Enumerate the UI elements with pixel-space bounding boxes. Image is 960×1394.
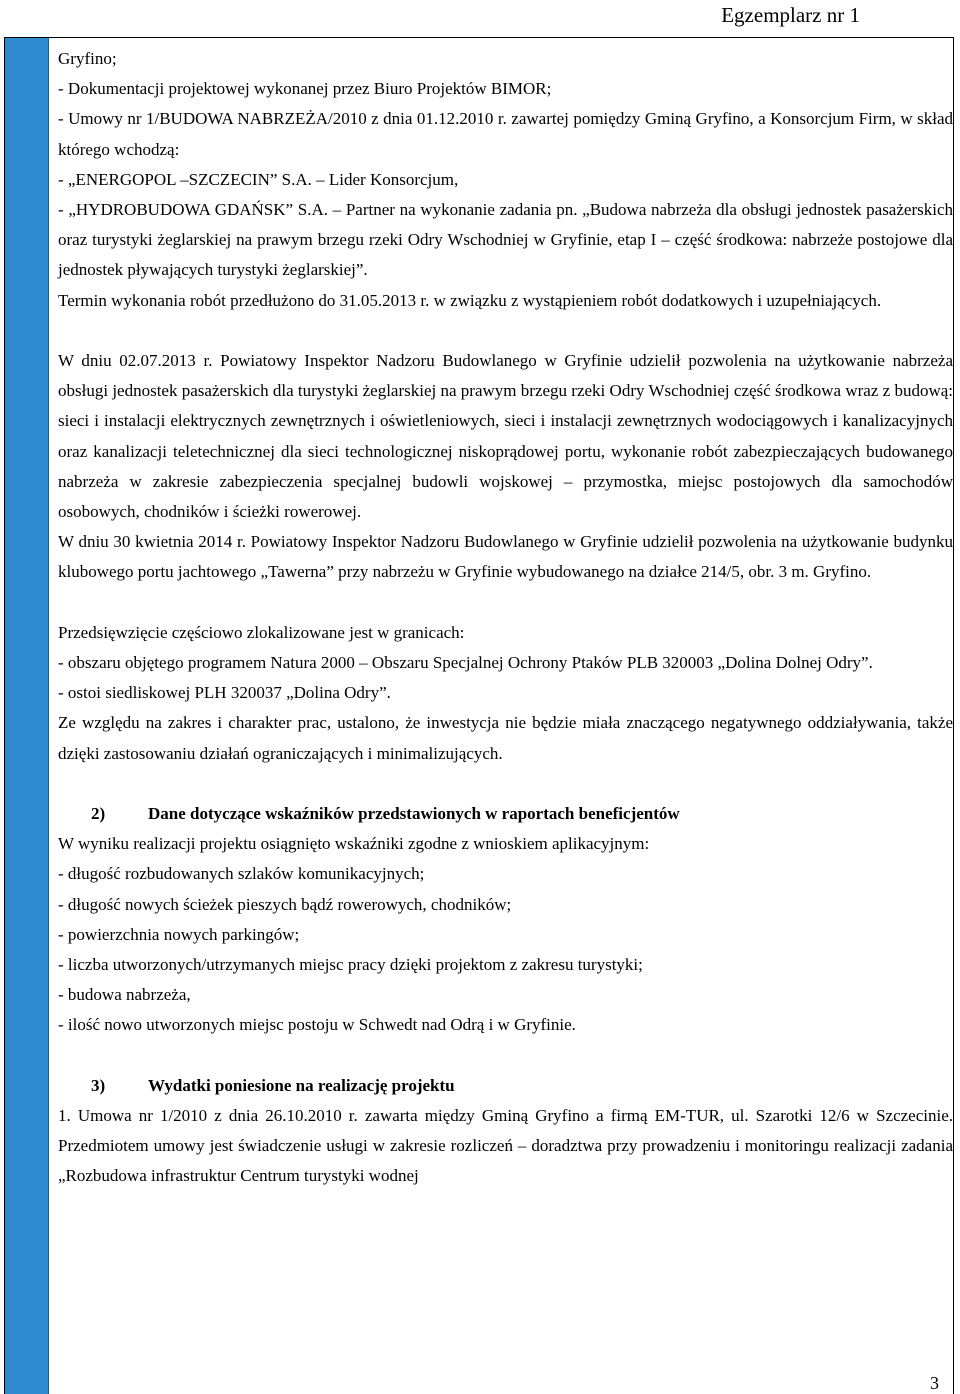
copy-number-header: Egzemplarz nr 1	[721, 3, 860, 27]
paragraph: Ze względu na zakres i charakter prac, ustalono, że inwestycja nie będzie miała znaczącego negatywnego oddziaływania, także dzięki zastosowaniu działań ograniczających i minimalizujących.	[58, 713, 953, 763]
paragraph: W wyniku realizacji projektu osiągnięto wskaźniki zgodne z wnioskiem aplikacyjnym:	[58, 834, 650, 854]
paragraph: - Umowy nr 1/BUDOWA NABRZEŻA/2010 z dnia 01.12.2010 r. zawartej pomiędzy Gminą Gryfino, a Konsorcjum Firm, w skład którego wchodzą:	[58, 109, 953, 159]
section-title: Dane dotyczące wskaźników przedstawionych w raportach beneficjentów	[148, 804, 680, 824]
section-number: 2)	[91, 804, 106, 824]
paragraph: 1. Umowa nr 1/2010 z dnia 26.10.2010 r. zawarta między Gminą Gryfino a firmą EM-TUR, ul. Szarotki 12/6 w Szczecinie. Przedmiotem umowy jest świadczenie usługi w zakresie rozliczeń – doradztwa przy prowadzeniu i monitoringu realizacji zadania „Rozbudowa infrastruktur Centrum turystyki wodnej	[58, 1106, 953, 1186]
document-body	[58, 44, 953, 1192]
paragraph: W dniu 30 kwietnia 2014 r. Powiatowy Inspektor Nadzoru Budowlanego w Gryfinie udzielił pozwolenia na użytkowanie budynku klubowego portu jachtowego „Tawerna” przy nabrzeżu w Gryfinie wybudowanego na działce 214/5, obr. 3 m. Gryfino.	[58, 532, 953, 582]
paragraph: - ostoi siedliskowej PLH 320037 „Dolina Odry”.	[58, 683, 391, 703]
list-item: - ilość nowo utworzonych miejsc postoju w Schwedt nad Odrą i w Gryfinie.	[58, 1015, 576, 1035]
list-item: - liczba utworzonych/utrzymanych miejsc pracy dzięki projektom z zakresu turystyki;	[58, 955, 643, 975]
section-title: Wydatki poniesione na realizację projektu	[148, 1075, 455, 1095]
spacer	[58, 588, 953, 618]
list-item: - długość nowych ścieżek pieszych bądź rowerowych, chodników;	[58, 894, 512, 914]
list-item: - długość rozbudowanych szlaków komunikacyjnych;	[58, 864, 425, 884]
list-item: - budowa nabrzeża,	[58, 985, 191, 1005]
paragraph: Gryfino;	[58, 49, 117, 68]
frame-side-stripe	[5, 38, 49, 1394]
paragraph: W dniu 02.07.2013 r. Powiatowy Inspektor Nadzoru Budowlanego w Gryfinie udzielił pozwolenia na użytkowanie nabrzeża obsługi jednostek pasażerskich dla turystyki żeglarskiej na prawym brzegu rzeki Odry Wschodniej część środkowa wraz z budową: sieci i instalacji elektrycznych zewnętrznych i oświetleniowych, sieci i instalacji zewnętrznych wodociągowych i kanalizacyjnych oraz kanalizacji teletechnicznej dla sieci technologicznej niskoprądowej portu, wykonanie robót zabezpieczających budowanego nabrzeża w zakresie zabezpieczenia specjalnej budowli wojskowej – przymostka, miejsc postojowych dla samochodów osobowych, chodników i ścieżki rowerowej.	[58, 351, 953, 522]
page-number: 3	[930, 1373, 939, 1393]
spacer	[58, 769, 953, 799]
spacer	[58, 1041, 953, 1071]
spacer	[58, 316, 953, 346]
section-heading	[58, 1071, 953, 1101]
section-number: 3)	[91, 1075, 106, 1095]
paragraph: - obszaru objętego programem Natura 2000 – Obszaru Specjalnej Ochrony Ptaków PLB 320003 „Dolina Dolnej Odry”.	[58, 653, 873, 673]
paragraph: - „ENERGOPOL –SZCZECIN” S.A. – Lider Konsorcjum,	[58, 169, 459, 189]
paragraph: - „HYDROBUDOWA GDAŃSK” S.A. – Partner na wykonanie zadania pn. „Budowa nabrzeża dla obsługi jednostek pasażerskich oraz turystyki żeglarskiej na prawym brzegu rzeki Odry Wschodniej w Gryfinie, etap I – część środkowa: nabrzeże postojowe dla jednostek pływających turystyki żeglarskiej”.	[58, 200, 953, 280]
list-item: - powierzchnia nowych parkingów;	[58, 924, 300, 944]
paragraph: - Dokumentacji projektowej wykonanej przez Biuro Projektów BIMOR;	[58, 79, 552, 99]
paragraph: Termin wykonania robót przedłużono do 31.05.2013 r. w związku z wystąpieniem robót dodatkowych i uzupełniających.	[58, 290, 882, 310]
section-heading	[58, 799, 953, 829]
paragraph: Przedsięwzięcie częściowo zlokalizowane jest w granicach:	[58, 622, 465, 642]
